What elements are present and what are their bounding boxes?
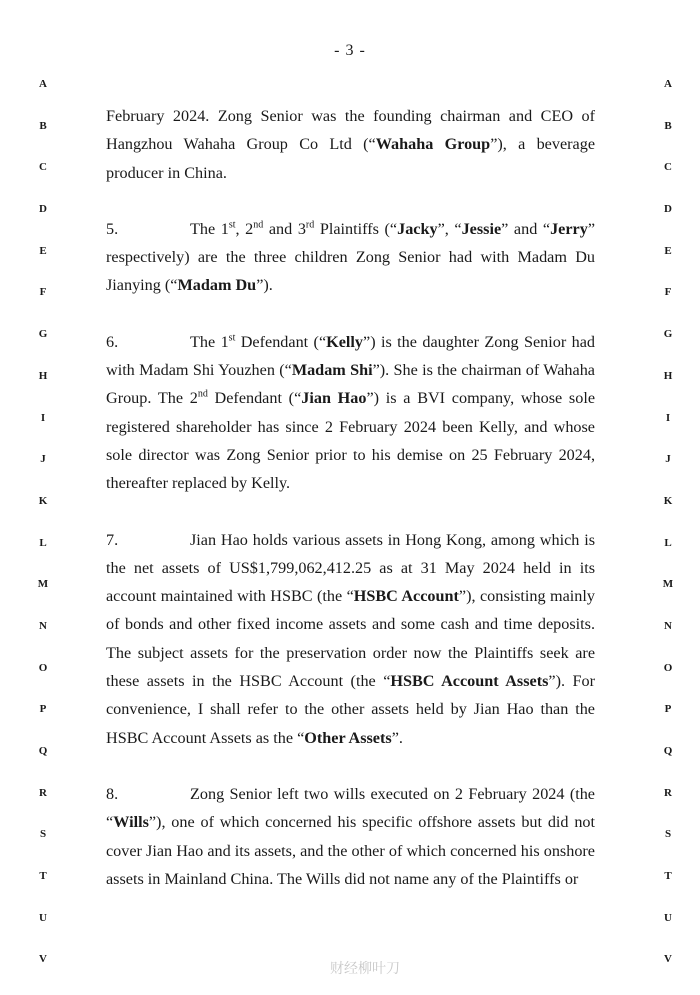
defined-term: Jian Hao	[301, 389, 367, 408]
text-run: The 1	[190, 332, 229, 351]
defined-term: Kelly	[326, 332, 364, 351]
margin-letter: D	[664, 203, 672, 216]
margin-letter: S	[664, 828, 672, 841]
text-run: ” and “	[501, 219, 551, 238]
margin-letter: J	[40, 453, 46, 466]
margin-letter: D	[39, 203, 47, 216]
margin-letter: T	[664, 870, 672, 883]
margin-letter: K	[663, 494, 673, 507]
defined-term: Wills	[113, 813, 149, 832]
page-number: - 3 -	[334, 42, 366, 59]
margin-letter: M	[37, 578, 49, 591]
text-run: Zong Senior left two wills executed on 2 February 2024 (the “	[106, 784, 595, 832]
margin-letter: B	[664, 119, 672, 132]
text-run: and 3	[263, 219, 306, 238]
margin-letter: B	[39, 119, 47, 132]
ordinal-suffix: nd	[253, 219, 264, 231]
margin-letter: G	[38, 328, 48, 341]
text-run: ” respectively) are the three children Zong Senior had with Madam Du Jianying (“	[106, 219, 596, 295]
paragraph-text	[106, 531, 595, 747]
text-run: ”), one of which concerned his specific offshore assets but did not cover Jian Hao and its assets, and the other of which concerned his onshore assets in Mainland China. The Wills did not name any of the Plaintiffs or	[106, 813, 595, 888]
margin-letter: L	[39, 536, 47, 549]
defined-term: Jacky	[397, 219, 438, 238]
paragraph-text	[106, 333, 595, 492]
paragraph-number: 6.	[106, 332, 119, 351]
margin-letter: I	[40, 411, 46, 424]
paragraph-continuation	[106, 102, 595, 187]
margin-letter: U	[39, 911, 47, 924]
text-run: Plaintiffs (“	[314, 219, 398, 238]
text-run: Defendant (“	[235, 332, 327, 351]
margin-letter: H	[663, 369, 673, 382]
text-run: ”), a beverage producer in China.	[106, 135, 596, 182]
margin-letter: E	[664, 244, 672, 257]
margin-letter: K	[38, 494, 48, 507]
defined-term: Madam Du	[177, 276, 257, 295]
margin-letter: M	[662, 578, 674, 591]
paragraph-8	[106, 780, 595, 893]
paragraph-5	[106, 215, 595, 300]
paragraph-number: 5.	[106, 219, 119, 238]
text-run: Defendant (“	[207, 389, 302, 408]
margin-letter: T	[39, 870, 47, 883]
margin-letter: O	[38, 661, 48, 674]
text-run: February 2024. Zong Senior was the founding chairman and CEO of Hangzhou Wahaha Group Co Ltd (“	[106, 107, 595, 154]
margin-letter: I	[665, 411, 671, 424]
margin-letter: P	[39, 703, 47, 716]
margin-letter: V	[664, 953, 672, 966]
margin-letter: R	[664, 786, 672, 799]
margin-letter: A	[39, 78, 47, 90]
defined-term: Jessie	[461, 219, 502, 238]
text-run: ”). For convenience, I shall refer to the other assets held by Jian Hao than the HSBC Account Assets as the “	[106, 672, 596, 747]
text-run: ”). She is the chairman of Wahaha Group. The 2	[106, 361, 595, 408]
ordinal-suffix: nd	[197, 388, 208, 400]
defined-term: Wahaha Group	[375, 135, 491, 154]
text-run: ”, “	[437, 219, 462, 238]
margin-letter: V	[39, 953, 47, 966]
margin-letter: U	[664, 911, 672, 924]
margin-letter: F	[39, 286, 47, 299]
defined-term: Jerry	[550, 219, 588, 238]
ordinal-suffix: st	[228, 332, 236, 344]
margin-letter: Q	[663, 745, 673, 757]
margin-letter: N	[39, 619, 47, 632]
defined-term: Madam Shi	[291, 361, 373, 380]
right-margin-letters	[658, 78, 678, 995]
paragraph-number: 7.	[106, 530, 119, 549]
text-run: ”), consisting mainly of bonds and other fixed income assets and some cash and time deposits. The subject assets for the preservation order now the Plaintiffs seek are these assets in the HSBC Account (the “	[106, 587, 595, 691]
text-run: , 2	[235, 219, 254, 238]
margin-letter: A	[664, 78, 672, 90]
ordinal-suffix: st	[228, 219, 236, 231]
ordinal-suffix: rd	[305, 219, 315, 231]
margin-letter: P	[664, 703, 672, 716]
margin-letter: S	[39, 828, 47, 841]
paragraph-number: 8.	[106, 784, 119, 803]
margin-letter: C	[664, 161, 672, 174]
paragraph-6	[106, 328, 595, 498]
judgment-body	[106, 102, 595, 921]
defined-term: Other Assets	[304, 728, 392, 747]
text-run: The 1	[190, 219, 229, 238]
margin-letter: F	[664, 286, 672, 299]
margin-letter: N	[664, 619, 672, 632]
margin-letter: Q	[38, 745, 48, 757]
margin-letter: E	[39, 244, 47, 257]
margin-letter: H	[38, 369, 48, 382]
watermark: 财经柳叶刀	[330, 961, 400, 977]
margin-letter: J	[665, 453, 671, 466]
text-run: Jian Hao holds various assets in Hong Kong, among which is the net assets of US$1,799,062,412.25 as at 31 May 2024 held in its account maintained with HSBC (the “	[106, 530, 595, 606]
text-run: ”) is a BVI company, whose sole registered shareholder has since 2 February 2024 been Kelly, and whose sole director was Zong Senior prior to his demise on 25 February 2024, thereafter replaced by Kelly.	[106, 389, 596, 493]
left-margin-letters	[33, 78, 53, 995]
margin-letter: O	[663, 661, 673, 674]
text-run: ”) is the daughter Zong Senior had with Madam Shi Youzhen (“	[106, 332, 595, 380]
text-run: ”.	[391, 728, 403, 747]
defined-term: HSBC Account Assets	[390, 672, 549, 691]
defined-term: HSBC Account	[353, 587, 459, 606]
text-run: ”).	[256, 276, 273, 295]
paragraph-7	[106, 526, 595, 752]
margin-letter: L	[664, 536, 672, 549]
margin-letter: G	[663, 328, 673, 341]
margin-letter: C	[39, 161, 47, 174]
margin-letter: R	[39, 786, 47, 799]
